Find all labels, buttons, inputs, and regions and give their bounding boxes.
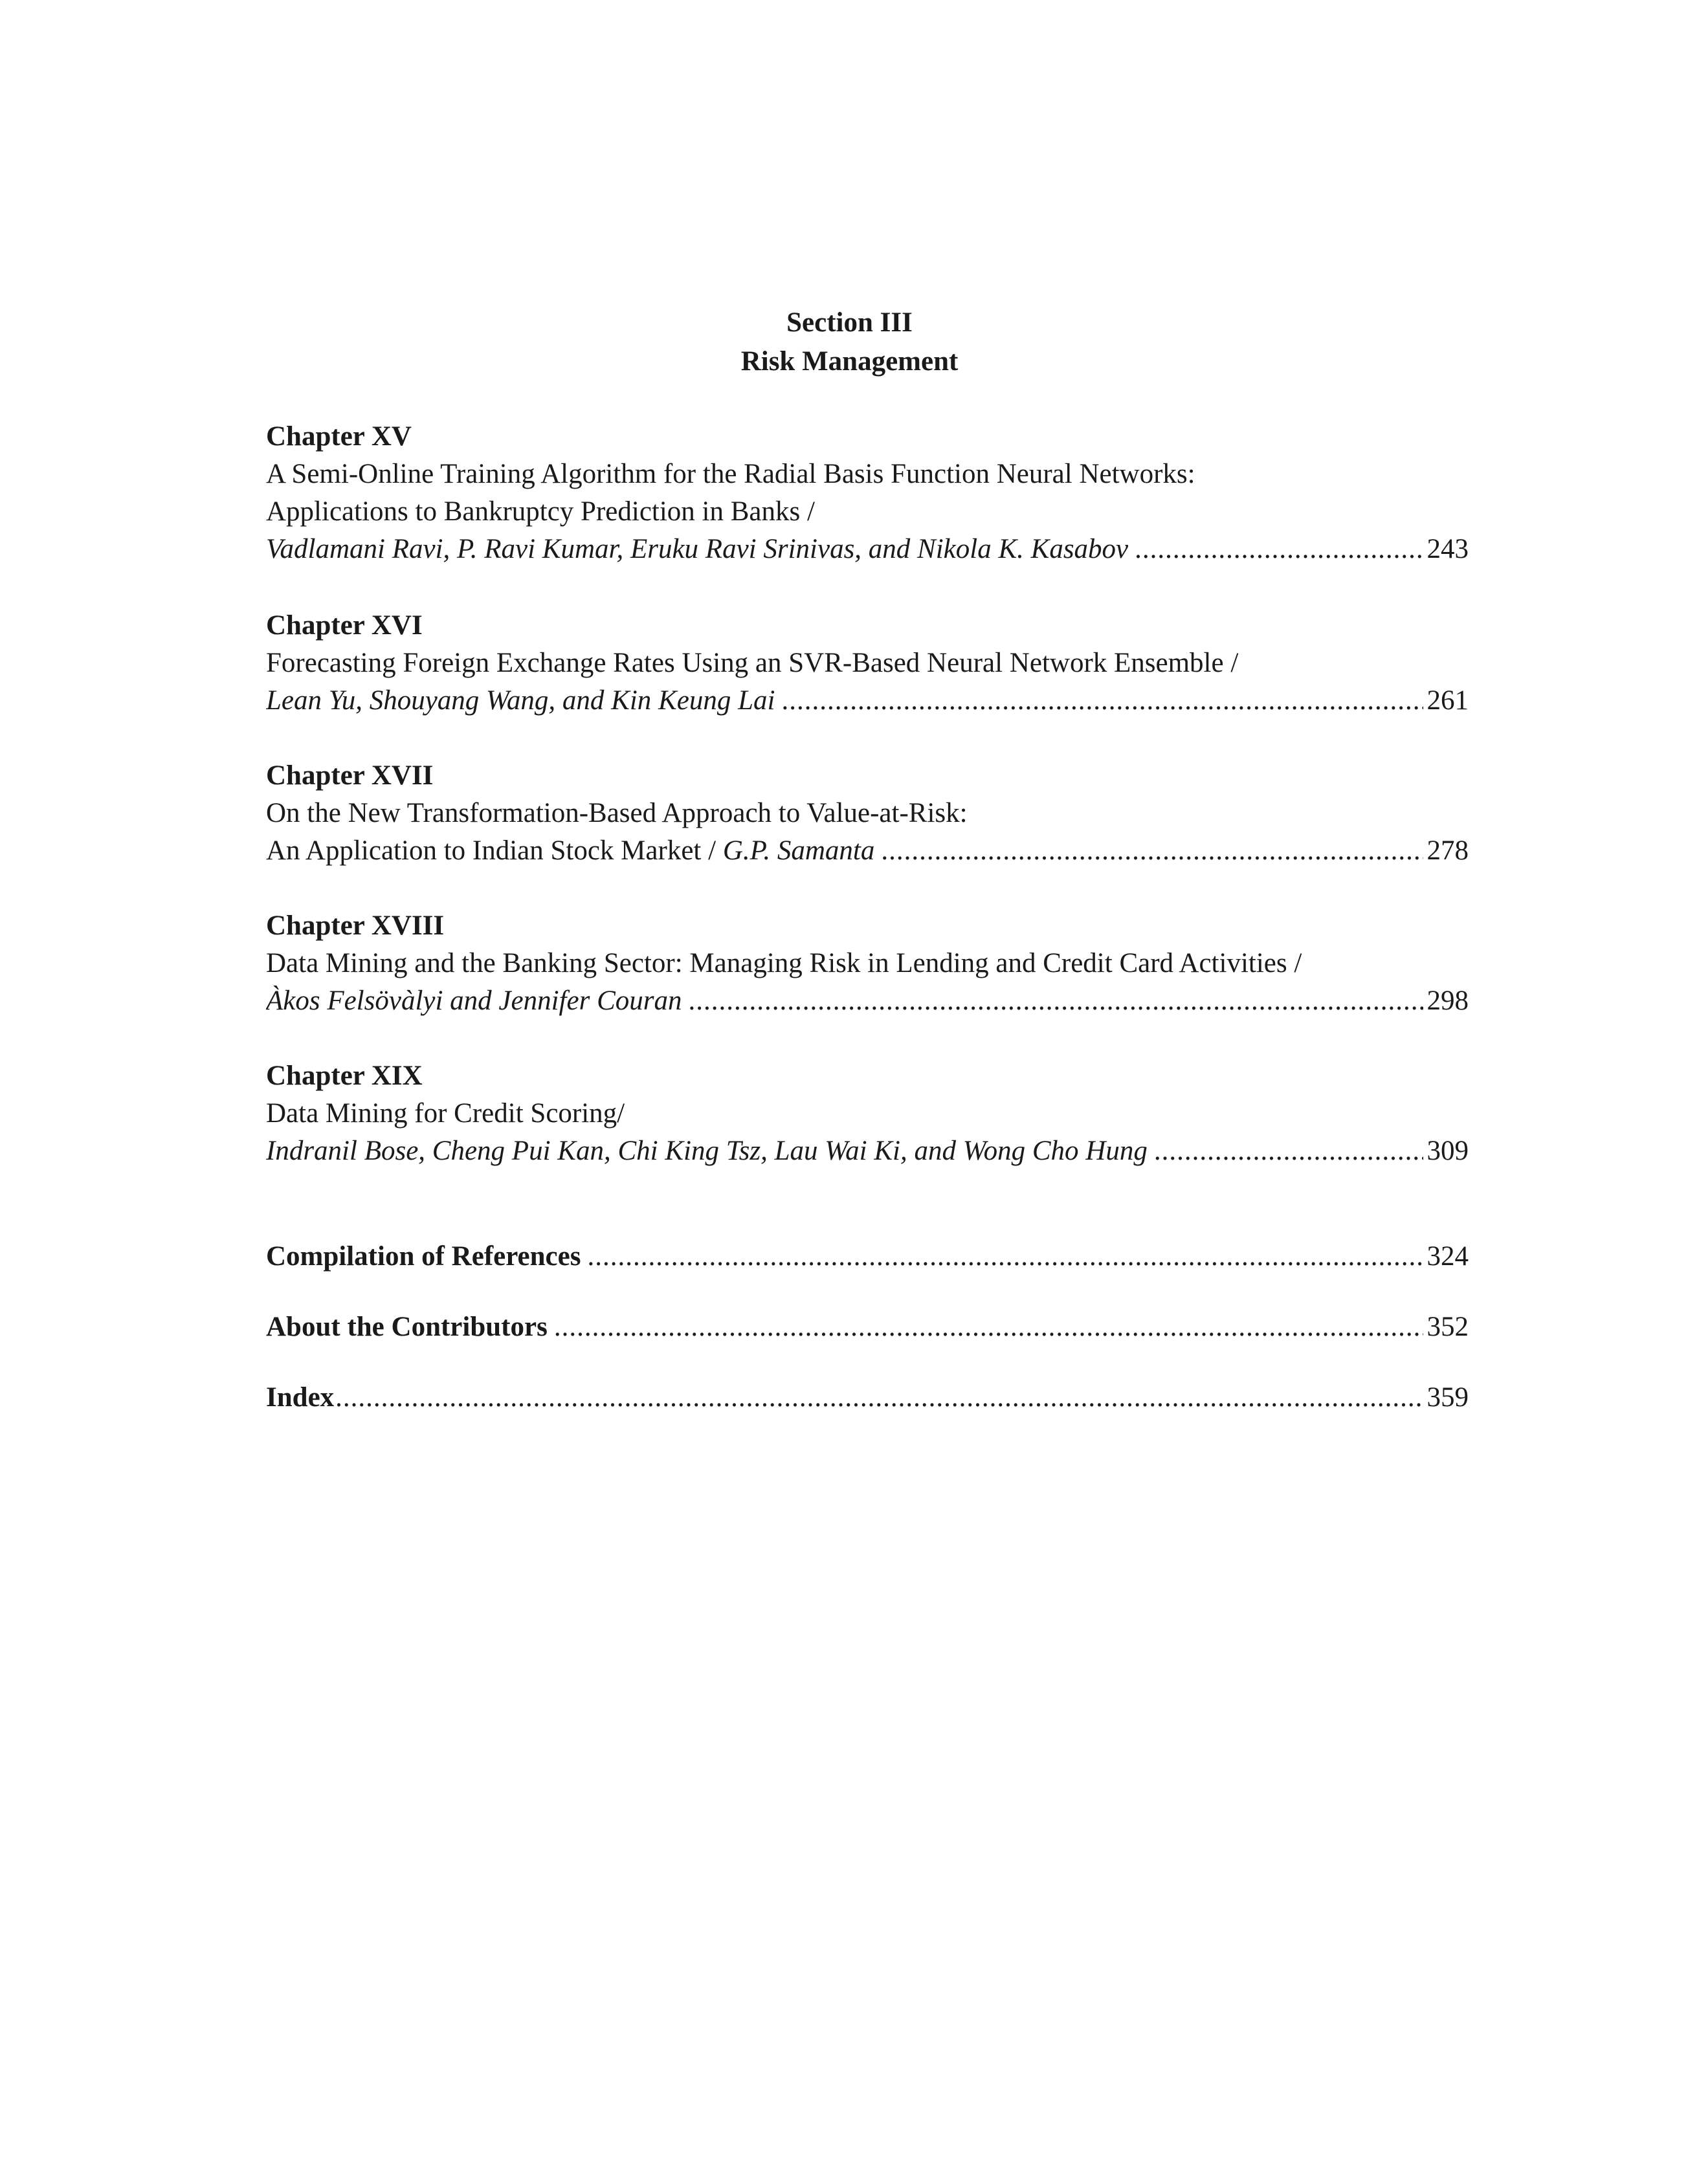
chapter-authors: G.P. Samanta [722, 835, 875, 866]
toc-entry-chapter-18[interactable] [266, 907, 1469, 1020]
page-number: 309 [1427, 1136, 1469, 1166]
page-number: 298 [1427, 986, 1469, 1016]
section-label: Section III [786, 307, 913, 338]
dot-leader [335, 1379, 1423, 1417]
chapter-authors: Vadlamani Ravi, P. Ravi Kumar, Eruku Ravi Srinivas, and Nikola K. Kasabov [266, 534, 1129, 564]
back-matter-label: About the Contributors [266, 1312, 548, 1342]
back-matter-label: Index [266, 1382, 335, 1413]
chapter-label: Chapter XVI [266, 610, 423, 641]
chapter-authors: Indranil Bose, Cheng Pui Kan, Chi King Tsz, Lau Wai Ki, and Wong Cho Hung [266, 1136, 1148, 1166]
page-number: 359 [1427, 1382, 1469, 1413]
author-leader-line [266, 682, 1469, 720]
page-number: 243 [1427, 534, 1469, 564]
toc-entry-chapter-17[interactable] [266, 757, 1469, 870]
toc-entry-chapter-15[interactable] [266, 418, 1469, 568]
chapter-title-line: Data Mining for Credit Scoring/ [266, 1098, 625, 1129]
author-leader-line [266, 982, 1469, 1020]
contributors-leader-line [266, 1308, 1469, 1346]
chapter-label: Chapter XVII [266, 760, 434, 791]
dot-leader [1154, 1132, 1423, 1170]
chapter-title-line: Data Mining and the Banking Sector: Managing Risk in Lending and Credit Card Activities / [266, 948, 1302, 978]
dot-leader [554, 1308, 1423, 1346]
chapter-title-text: An Application to Indian Stock Market / [266, 835, 723, 866]
page-number: 324 [1427, 1241, 1469, 1272]
toc-entry-index[interactable] [266, 1379, 1469, 1417]
dot-leader [587, 1238, 1423, 1275]
chapter-label: Chapter XV [266, 421, 412, 452]
page-number: 261 [1427, 685, 1469, 716]
references-leader-line [266, 1238, 1469, 1275]
chapter-title-line: Forecasting Foreign Exchange Rates Using an SVR-Based Neural Network Ensemble / [266, 648, 1239, 678]
dot-leader [881, 832, 1423, 870]
toc-entry-references[interactable] [266, 1238, 1469, 1275]
section-title: Risk Management [740, 346, 959, 377]
author-leader-line [266, 832, 1469, 870]
toc-entry-contributors[interactable] [266, 1308, 1469, 1346]
page-number: 352 [1427, 1312, 1469, 1342]
chapter-authors: Lean Yu, Shouyang Wang, and Kin Keung Lai [266, 685, 775, 716]
dot-leader [688, 982, 1423, 1020]
author-leader-line [266, 531, 1469, 568]
chapter-title-line: A Semi-Online Training Algorithm for the Radial Basis Function Neural Networks: [266, 459, 1195, 489]
index-leader-line [266, 1379, 1469, 1417]
chapter-label: Chapter XVIII [266, 910, 445, 941]
dot-leader [1135, 531, 1423, 568]
chapter-title-line: Applications to Bankruptcy Prediction in Banks / [266, 496, 815, 527]
chapter-label: Chapter XIX [266, 1061, 423, 1091]
dot-leader [781, 682, 1423, 720]
chapter-title-line: On the New Transformation-Based Approach to Value-at-Risk: [266, 798, 968, 828]
author-leader-line [266, 1132, 1469, 1170]
toc-entry-chapter-19[interactable] [266, 1057, 1469, 1170]
chapter-authors: Àkos Felsövàlyi and Jennifer Couran [266, 986, 682, 1016]
back-matter-label: Compilation of References [266, 1241, 581, 1272]
toc-entry-chapter-16[interactable] [266, 607, 1469, 720]
page-number: 278 [1427, 835, 1469, 866]
chapter-title-final [266, 832, 874, 870]
